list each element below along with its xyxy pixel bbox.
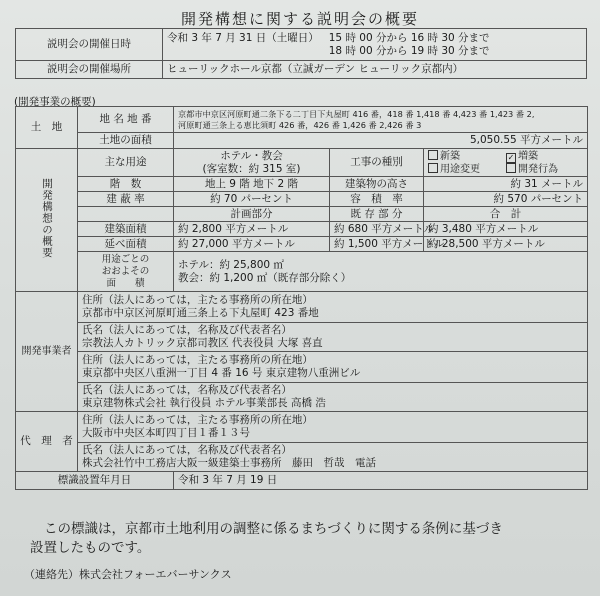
notice-line-1: この標識は，京都市土地利用の調整に係るまちづくりに関する条例に基づき [44, 521, 503, 537]
coverage-value: 約 70 パーセント [174, 192, 330, 207]
land-label: 土 地 [16, 107, 78, 149]
land-address-label: 地 名 地 番 [78, 107, 174, 133]
agent-addr-note: 住所（法人にあっては，主たる事務所の所在地） [82, 413, 313, 426]
construction-type-label: 工事の種別 [330, 149, 424, 177]
meeting-table [15, 28, 587, 79]
height-value: 約 31 メートル [424, 177, 588, 192]
plan-label: 開発構想の概要 [41, 177, 53, 259]
opt-act: 開発行為 [518, 163, 558, 175]
overview-label: (開発事業の概要) [14, 96, 96, 108]
overview-table [15, 106, 588, 490]
page-title: 開発構想に関する説明会の概要 [180, 10, 419, 28]
checkbox-add-checked: ✓ [507, 152, 515, 162]
meeting-date-cell [163, 29, 587, 61]
height-label: 建築物の高さ [330, 177, 424, 192]
developer-addr-1: 京都市中京区河原町通三条上る下丸屋町 423 番地 [82, 306, 319, 319]
checkbox-change [428, 163, 438, 173]
use-area-label-2: おおよその [101, 265, 150, 277]
blank-cell [78, 207, 174, 222]
meeting-date-value: 令和 3 年 7 月 31 日（土曜日） [167, 31, 319, 44]
checkbox-new [428, 150, 438, 160]
col-plan: 計画部分 [174, 207, 330, 222]
use-area-label [78, 252, 174, 292]
notice-text [30, 520, 580, 558]
use-area-label-1: 用途ごとの [101, 253, 150, 265]
developer-name-2: 東京建物株式会社 執行役員 ホテル事業部長 高橋 浩 [82, 396, 326, 409]
land-address-line1: 京都市中京区河原町通二条下る二丁目下丸屋町 416 番，418 番 1,418 番 4,423 番 1,423 番 2, [178, 108, 535, 119]
use-area-value-2: 教会：約 1,200 ㎡（既存部分除く） [178, 271, 352, 284]
construction-type-options [424, 149, 588, 177]
developer-addr-note-2: 住所（法人にあっては，主たる事務所の所在地） [82, 353, 313, 366]
use-label: 主な用途 [78, 149, 174, 177]
notice-line-2: 設置したものです。 [30, 540, 151, 556]
land-area-label: 土地の面積 [78, 133, 174, 149]
floor-area-label: 延べ面積 [78, 237, 174, 252]
use-value-1: ホテル・教会 [220, 149, 283, 162]
agent-name-note: 氏名（法人にあっては，名称及び代表者名） [82, 443, 292, 456]
far-value: 約 570 パーセント [424, 192, 588, 207]
opt-change: 用途変更 [440, 163, 480, 175]
meeting-time-2: 18 時 00 分から 19 時 30 分まで [328, 44, 490, 57]
meeting-place-label: 説明会の開催場所 [16, 61, 163, 79]
col-total: 合 計 [424, 207, 588, 222]
developer-name-note-2: 氏名（法人にあっては，名称及び代表者名） [82, 383, 292, 396]
developer-name-note-1: 氏名（法人にあっては，名称及び代表者名） [82, 323, 292, 336]
building-area-total: 約 3,480 平方メートル [424, 222, 588, 237]
floor-area-existing: 約 1,500 平方メートル [330, 237, 424, 252]
use-area-value [174, 252, 588, 292]
sign-date-value: 令和 3 年 7 月 19 日 [174, 472, 588, 490]
land-address [174, 107, 588, 133]
opt-add: 増築 [518, 150, 538, 162]
meeting-date-label: 説明会の開催日時 [16, 29, 163, 61]
coverage-label: 建 蔽 率 [78, 192, 174, 207]
col-existing: 既 存 部 分 [330, 207, 424, 222]
agent-name: 株式会社竹中工務店大阪一級建築士事務所 藤田 哲哉 電話 [82, 456, 376, 469]
floor-area-total: 約 28,500 平方メートル [424, 237, 588, 252]
building-area-existing: 約 680 平方メートル [330, 222, 424, 237]
opt-new: 新築 [440, 150, 460, 162]
sign-date-label: 標識設置年月日 [16, 472, 174, 490]
plan-label-cell [16, 149, 78, 292]
agent-label: 代 理 者 [16, 412, 78, 472]
meeting-time-1: 15 時 00 分から 16 時 30 分まで [328, 31, 490, 44]
developer-label: 開発事業者 [16, 292, 78, 412]
contact: （連絡先）株式会社フォーエバーサンクス [24, 568, 232, 581]
land-address-line2: 河原町通三条上る恵比須町 426 番，426 番 1,426 番 2,426 番 3 [178, 119, 422, 130]
developer-2 [78, 352, 588, 412]
developer-name-1: 宗教法人カトリック京都司教区 代表役員 大塚 喜直 [82, 336, 323, 349]
far-label: 容 積 率 [330, 192, 424, 207]
agent-info [78, 412, 588, 472]
use-value [174, 149, 330, 177]
developer-addr-note-1: 住所（法人にあっては，主たる事務所の所在地） [82, 293, 313, 306]
meeting-place-value: ヒューリックホール京都（立誠ガーデン ヒューリック京都内） [163, 61, 587, 79]
developer-1 [78, 292, 588, 352]
use-area-label-3: 面 積 [106, 277, 145, 289]
use-area-value-1: ホテル：約 25,800 ㎡ [178, 258, 284, 271]
checkbox-act [506, 163, 516, 173]
floor-area-plan: 約 27,000 平方メートル [174, 237, 330, 252]
building-area-plan: 約 2,800 平方メートル [174, 222, 330, 237]
floors-value: 地上 9 階 地下 2 階 [174, 177, 330, 192]
agent-addr: 大阪市中央区本町四丁目１番１３号 [82, 426, 250, 439]
developer-addr-2: 東京都中央区八重洲一丁目 4 番 16 号 東京建物八重洲ビル [82, 366, 361, 379]
land-area-value: 5,050.55 平方メートル [174, 133, 588, 149]
use-value-2: (客室数：約 315 室) [202, 162, 301, 175]
building-area-label: 建築面積 [78, 222, 174, 237]
floors-label: 階 数 [78, 177, 174, 192]
